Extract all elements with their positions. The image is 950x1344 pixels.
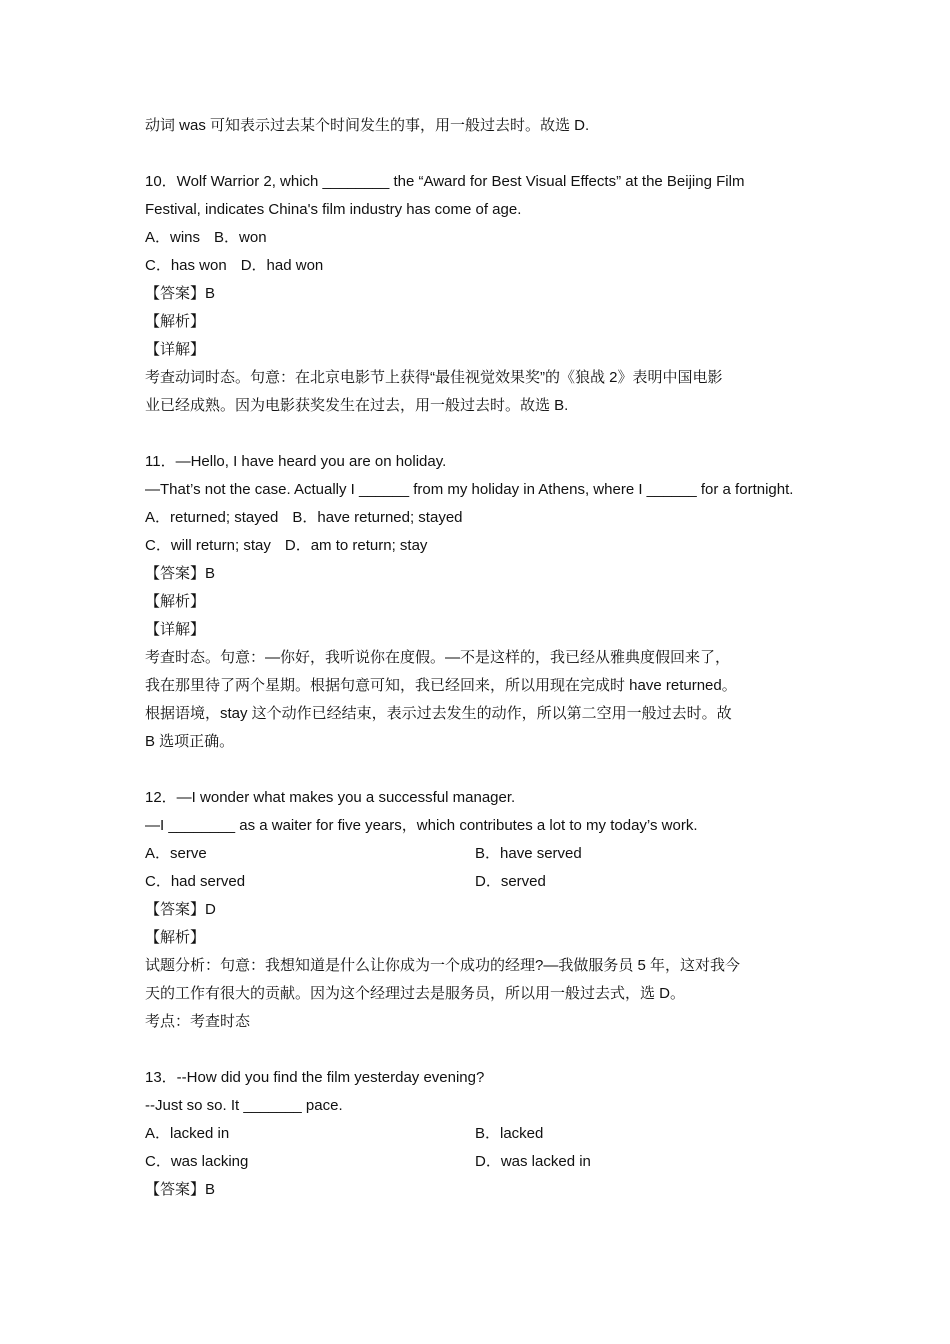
question-10	[145, 168, 815, 420]
answer-label: 【答案】D	[145, 901, 216, 918]
option-d: D．was lacked in	[475, 1153, 591, 1170]
question-13-stem-line-2: --Just so so. It _______ pace.	[145, 1097, 343, 1114]
question-13-options-ab	[145, 1120, 815, 1148]
explanation-line: B 选项正确。	[145, 733, 235, 750]
analysis-label: 【解析】	[145, 929, 206, 946]
spacer	[145, 1036, 815, 1064]
option-d: D．had won	[240, 257, 324, 274]
explanation-line: 考查动词时态。句意：在北京电影节上获得“最佳视觉效果奖”的《狼战 2》表明中国电影	[145, 369, 723, 386]
option-a: A．wins	[145, 229, 201, 246]
spacer	[145, 756, 815, 784]
question-10-options-ab	[145, 224, 815, 252]
option-c: C．had served	[145, 873, 246, 890]
option-b: B．have returned; stayed	[292, 509, 463, 526]
option-d: D．am to return; stay	[284, 537, 428, 554]
document-page	[145, 112, 815, 1204]
option-a: A．returned; stayed	[145, 509, 279, 526]
analysis-label: 【解析】	[145, 313, 206, 330]
option-b: B．have served	[475, 845, 582, 862]
question-11-options-cd	[145, 532, 815, 560]
question-12	[145, 784, 815, 1036]
option-b: B．lacked	[475, 1125, 544, 1142]
question-11-options-ab	[145, 504, 815, 532]
detail-label: 【详解】	[145, 621, 206, 638]
spacer	[145, 140, 815, 168]
answer-label: 【答案】B	[145, 1181, 216, 1198]
question-11-stem-line-2: —That’s not the case. Actually I ______ from my holiday in Athens, where I ______ for a fortnight.	[145, 481, 794, 498]
intro-explanation: 动词 was 可知表示过去某个时间发生的事，用一般过去时。故选 D.	[145, 117, 590, 134]
option-d: D．served	[475, 873, 546, 890]
question-10-stem-line-2: Festival, indicates China's film industry has come of age.	[145, 201, 522, 218]
question-12-options-ab	[145, 840, 815, 868]
explanation-line: 业已经成熟。因为电影获奖发生在过去，用一般过去时。故选 B.	[145, 397, 569, 414]
exam-point: 考点：考查时态	[145, 1013, 251, 1030]
explanation-line: 我在那里待了两个星期。根据句意可知，我已经回来，所以用现在完成时 have returned。	[145, 677, 737, 694]
explanation-line: 根据语境，stay 这个动作已经结束，表示过去发生的动作，所以第二空用一般过去时。故	[145, 705, 732, 722]
option-c: C．has won	[145, 257, 227, 274]
option-a: A．lacked in	[145, 1125, 230, 1142]
question-11	[145, 448, 815, 756]
explanation-line: 试题分析：句意：我想知道是什么让你成为一个成功的经理?—我做服务员 5 年，这对我今	[145, 957, 741, 974]
question-11-stem-line-1: 11．—Hello, I have heard you are on holiday.	[145, 453, 447, 470]
answer-label: 【答案】B	[145, 565, 216, 582]
option-c: C．will return; stay	[145, 537, 271, 554]
question-12-stem-line-2: —I ________ as a waiter for five years，which contributes a lot to my today’s work.	[145, 817, 698, 834]
question-12-options-cd	[145, 868, 815, 896]
question-13-stem-line-1: 13．--How did you find the film yesterday evening?	[145, 1069, 485, 1086]
explanation-line: 天的工作有很大的贡献。因为这个经理过去是服务员，所以用一般过去式，选 D。	[145, 985, 686, 1002]
option-a: A．serve	[145, 845, 207, 862]
spacer	[145, 420, 815, 448]
question-10-options-cd	[145, 252, 815, 280]
answer-label: 【答案】B	[145, 285, 216, 302]
analysis-label: 【解析】	[145, 593, 206, 610]
detail-label: 【详解】	[145, 341, 206, 358]
explanation-line: 考查时态。句意：—你好，我听说你在度假。—不是这样的，我已经从雅典度假回来了，	[145, 649, 731, 666]
question-13	[145, 1064, 815, 1204]
question-12-stem-line-1: 12．—I wonder what makes you a successful manager.	[145, 789, 516, 806]
question-10-stem-line-1: 10．Wolf Warrior 2, which ________ the “Award for Best Visual Effects” at the Beijing Film	[145, 173, 745, 190]
option-b: B．won	[214, 229, 267, 246]
question-13-options-cd	[145, 1148, 815, 1176]
option-c: C．was lacking	[145, 1153, 249, 1170]
